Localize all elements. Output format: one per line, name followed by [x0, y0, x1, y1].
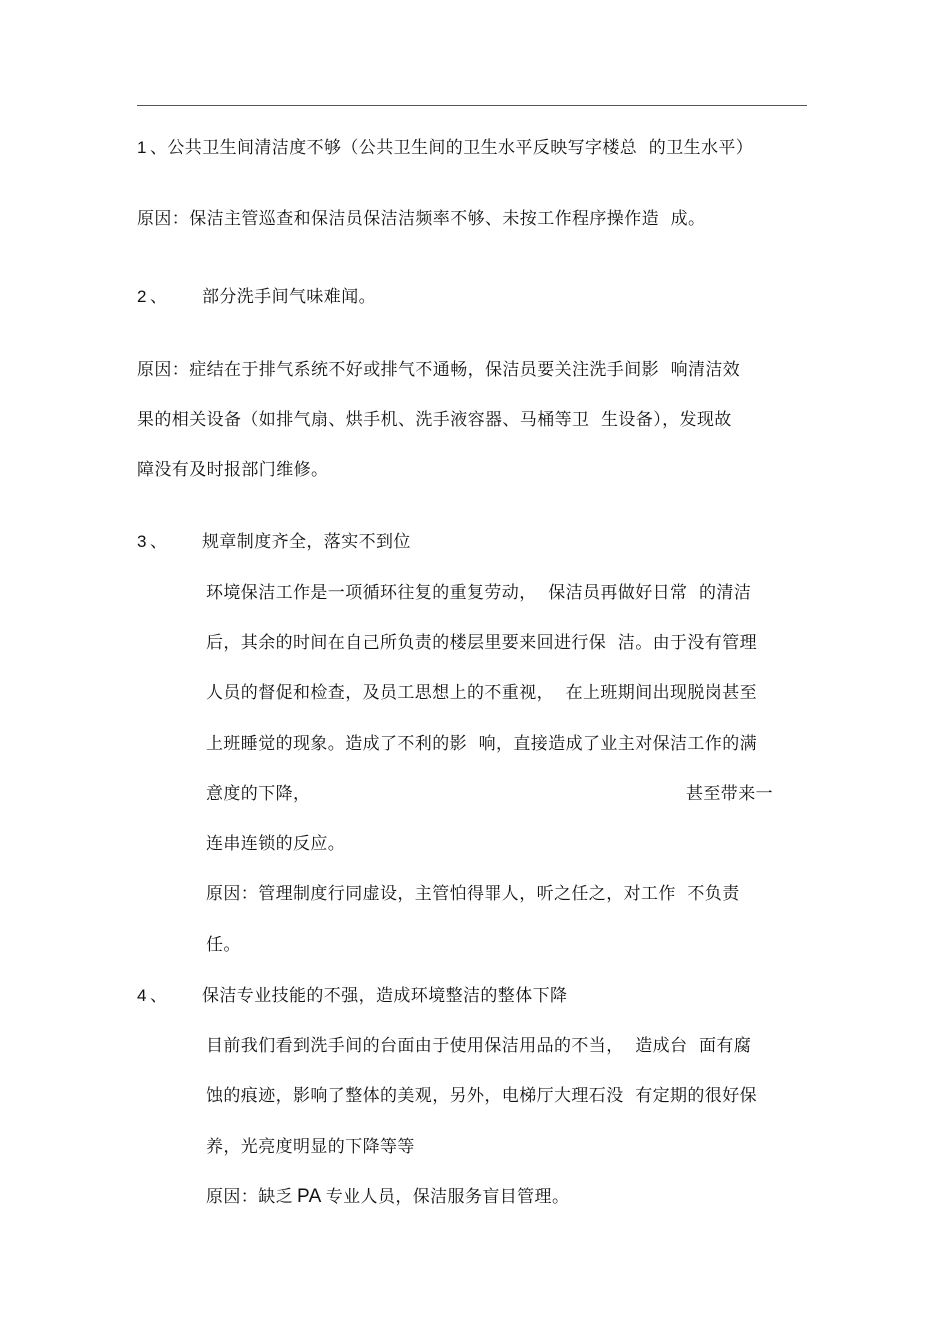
- item-2-cause-line-1: 原因：症结在于排气系统不好或排气不通畅，保洁员要关注洗手间影 响清洁效: [137, 360, 741, 380]
- item-3-body-line-6: 连串连锁的反应。: [206, 834, 346, 854]
- item-3-body-line-1: 环境保洁工作是一项循环往复的重复劳动， 保洁员再做好日常 的清洁: [206, 583, 752, 603]
- item-4-cause-suffix: 专业人员，保洁服务盲目管理。: [325, 1187, 570, 1207]
- item-2-heading: 部分洗手间气味难闻。: [202, 287, 376, 307]
- item-3-body-line-3: 人员的督促和检查，及员工思想上的不重视， 在上班期间出现脱岗甚至: [206, 683, 758, 703]
- item-2-cause-line-3: 障没有及时报部门维修。: [137, 460, 329, 480]
- item-1-cause: 原因：保洁主管巡查和保洁员保洁洁频率不够、未按工作程序操作造 成。: [137, 209, 706, 229]
- item-3-heading: 规章制度齐全，落实不到位: [202, 532, 411, 552]
- item-4-cause-abbr: PA: [297, 1186, 322, 1207]
- item-2-marker: 、: [150, 287, 168, 307]
- item-4-body-line-3: 养，光亮度明显的下降等等: [206, 1137, 415, 1157]
- item-2-number: 2: [137, 287, 147, 306]
- header-rule: [137, 105, 807, 106]
- item-1-number: 1: [137, 138, 147, 157]
- item-3-marker: 、: [150, 532, 168, 552]
- item-3-body-line-2: 后，其余的时间在自己所负责的楼层里要来回进行保 洁。由于没有管理: [206, 633, 758, 653]
- item-3-cause-line-2: 任。: [206, 935, 241, 955]
- item-2-cause-line-2: 果的相关设备（如排气扇、烘手机、洗手液容器、马桶等卫 生设备），发现故: [137, 410, 732, 430]
- item-3-number: 3: [137, 532, 147, 551]
- item-4-heading: 保洁专业技能的不强，造成环境整洁的整体下降: [202, 986, 568, 1006]
- item-3-body-line-4: 上班睡觉的现象。造成了不利的影 响，直接造成了业主对保洁工作的满: [206, 734, 758, 754]
- item-4-marker: 、: [150, 986, 168, 1006]
- item-4-body-line-2: 蚀的痕迹，影响了整体的美观，另外，电梯厅大理石没 有定期的很好保: [206, 1086, 758, 1106]
- item-4-cause-prefix: 原因：缺乏: [206, 1187, 293, 1207]
- item-1-heading: 、公共卫生间清洁度不够（公共卫生间的卫生水平反映写字楼总 的卫生水平）: [150, 138, 754, 158]
- item-4-number: 4: [137, 986, 147, 1005]
- item-3-cause-line-1: 原因：管理制度行同虚设，主管怕得罪人，听之任之，对工作 不负责: [206, 884, 740, 904]
- item-3-body-line-5: 意度的下降，: [206, 784, 311, 804]
- item-4-cause: [206, 1186, 569, 1208]
- item-3-body-line-5-right: 甚至带来一: [686, 784, 773, 804]
- item-4-body-line-1: 目前我们看到洗手间的台面由于使用保洁用品的不当， 造成台 面有腐: [206, 1036, 752, 1056]
